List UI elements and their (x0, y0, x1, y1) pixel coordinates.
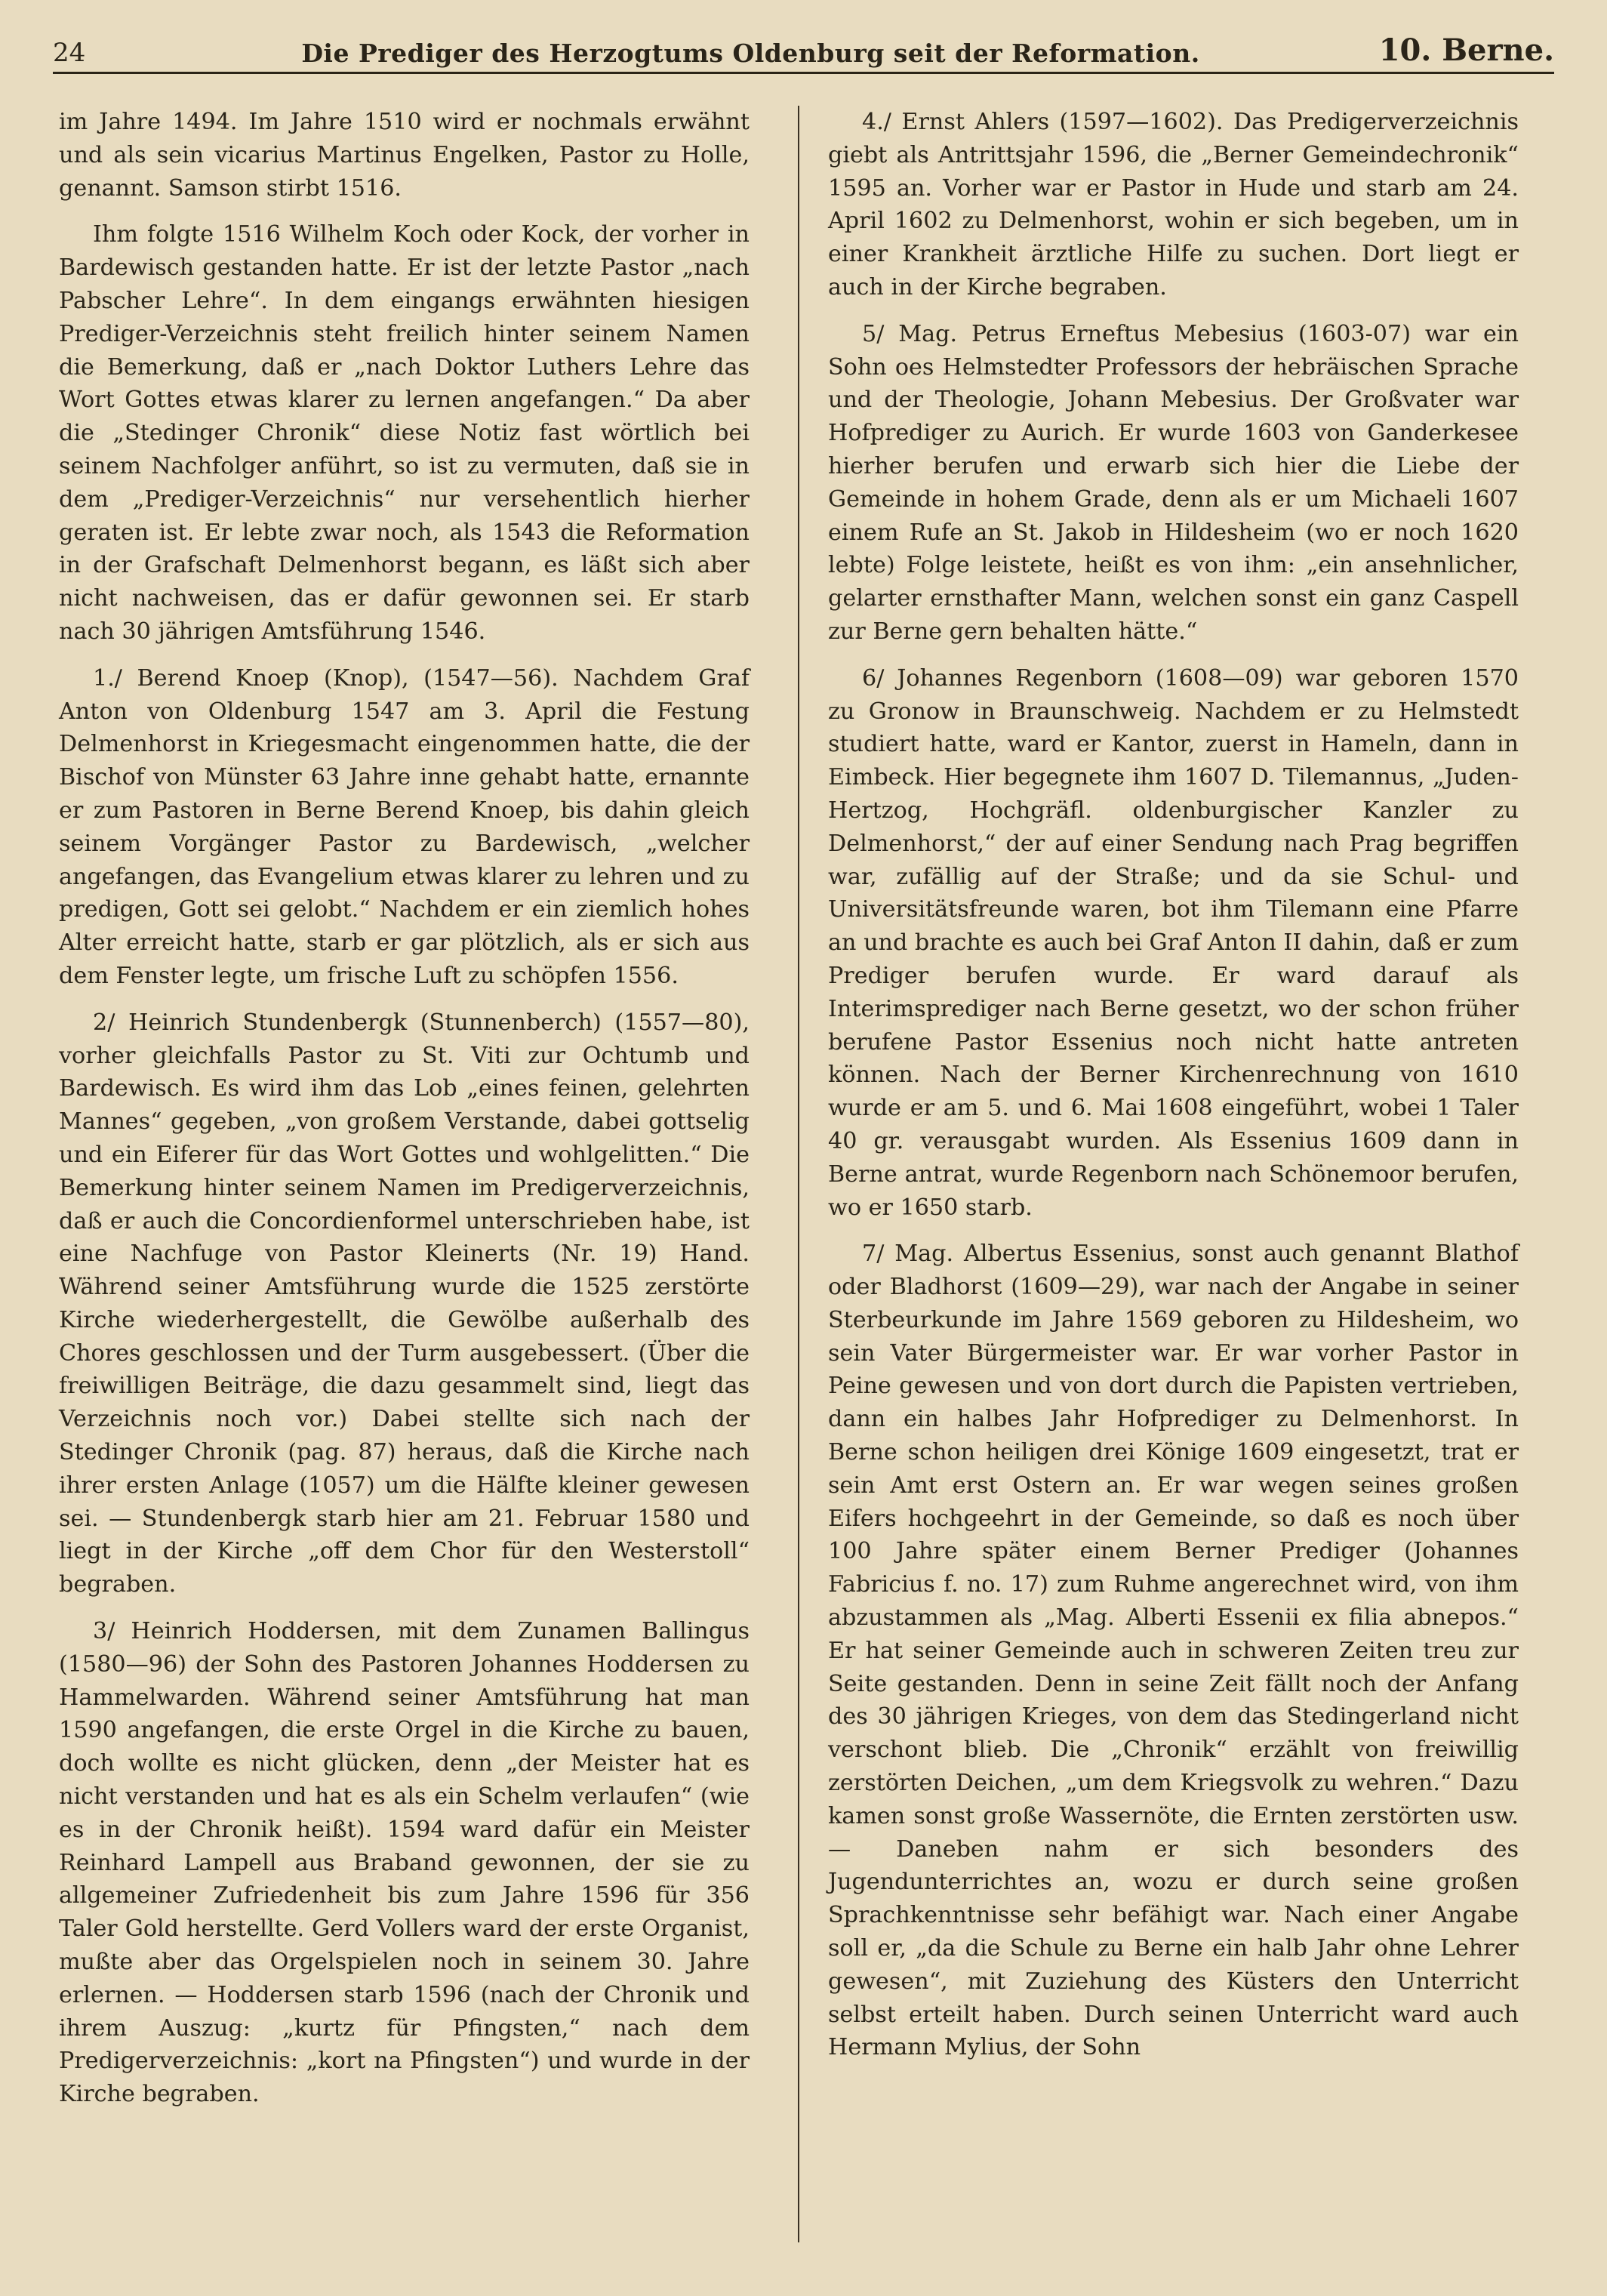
paragraph: 3/ Heinrich Hoddersen, mit dem Zunamen Ballingus (1580—96) der Sohn des Pastoren Johannes Hoddersen zu Hammelwarden. Während seiner Amtsführung hat man 1590 angefangen, die erste Orgel in die Kirche zu bauen, doch wollte es nicht glücken, denn „der Meister hat es nicht verstanden und hat es als ein Schelm verlaufen“ (wie es in der Chronik heißt). 1594 ward dafür ein Meister Reinhard Lampell aus Braband gewonnen, der sie zu allgemeiner Zufriedenheit bis zum Jahre 1596 für 356 Taler Gold herstellte. Gerd Vollers ward der erste Organist, mußte aber das Orgelspielen noch in seinem 30. Jahre erlernen. — Hoddersen starb 1596 (nach der Chronik und ihrem Auszug: „kurtz für Pfingsten,“ nach dem Predigerverzeichnis: „kort na Pfingsten“) und wurde in der Kirche begraben. (59, 1618, 750, 2108)
paragraph: im Jahre 1494. Im Jahre 1510 wird er nochmals erwähnt und als sein vicarius Martinus Engelken, Pastor zu Holle, genannt. Samson stirbt 1516. (59, 109, 750, 202)
header-rule (53, 72, 1554, 74)
left-column (59, 106, 750, 2125)
column-divider (798, 106, 799, 2242)
paragraph: 1./ Berend Knoep (Knop), (1547—56). Nachdem Graf Anton von Oldenburg 1547 am 3. April die Festung Delmenhorst in Kriegesmacht eingenommen hatte, die der Bischof von Münster 63 Jahre inne gehabt hatte, ernannte er zum Pastoren in Berne Berend Knoep, bis dahin gleich seinem Vorgänger Pastor zu Bardewisch, „welcher angefangen, das Evangelium etwas klarer zu lehren und zu predigen, Gott sei gelobt.“ Nachdem er ein ziemlich hohes Alter erreicht hatte, starb er gar plötzlich, als er sich aus dem Fenster legte, um frische Luft zu schöpfen 1556. (59, 664, 750, 989)
paragraph: 2/ Heinrich Stundenbergk (Stunnenberch) (1557—80), vorher gleichfalls Pastor zu St. Viti zur Ochtumb und Bardewisch. Es wird ihm das Lob „eines feinen, gelehrten Mannes“ gegeben, „von großem Verstande, dabei gottselig und ein Eiferer für das Wort Gottes und wohlgelitten.“ Die Bemerkung hinter seinem Namen im Predigerverzeichnis, daß er auch die Concordienformel unterschrieben habe, ist eine Nachfuge von Pastor Kleinerts (Nr. 19) Hand. Während seiner Amtsführung wurde die 1525 zerstörte Kirche wiederhergestellt, die Gewölbe außerhalb des Chores geschlossen und der Turm ausgebessert. (Über die freiwilligen Beiträge, die dazu gesammelt sind, liegt das Verzeichnis noch vor.) Dabei stellte sich nach der Stedinger Chronik (pag. 87) heraus, daß die Kirche nach ihrer ersten Anlage (1057) um die Hälfte kleiner gewesen sei. — Stundenbergk starb hier am 21. Februar 1580 und liegt in der Kirche „off dem Chor für den Westerstoll“ begraben. (59, 1009, 750, 1598)
running-title: Die Prediger des Herzogtums Oldenburg seit der Reformation. (301, 39, 1200, 68)
right-column (828, 106, 1519, 2078)
paragraph: 7/ Mag. Albertus Essenius, sonst auch genannt Blathof oder Bladhorst (1609—29), war nach der Angabe in seiner Sterbeurkunde im Jahre 1569 geboren zu Hildesheim, wo sein Vater Bürgermeister war. Er war vorher Pastor in Peine gewesen und von dort durch die Papisten vertrieben, dann ein halbes Jahr Hofprediger zu Delmenhorst. In Berne schon heiligen drei Könige 1609 eingesetzt, trat er sein Amt erst Ostern an. Er war wegen seines großen Eifers hochgeehrt in der Gemeinde, so daß es noch über 100 Jahre später einem Berner Prediger (Johannes Fabricius f. no. 17) zum Ruhme angerechnet wird, von ihm abzustammen als „Mag. Alberti Essenii ex filia abnepos.“ Er hat seiner Gemeinde auch in schweren Zeiten treu zur Seite gestanden. Denn in seine Zeit fällt noch der Anfang des 30 jährigen Krieges, von dem das Stedingerland nicht verschont blieb. Die „Chronik“ erzählt von freiwillig zerstörten Deichen, „um dem Kriegsvolk zu wehren.“ Dazu kamen sonst große Wassernöte, die Ernten zerstörten usw. — Daneben nahm er sich besonders des Jugendunterrichtes an, wozu er durch seine großen Sprachkenntnisse sehr befähigt war. Nach einer Angabe soll er, „da die Schule zu Berne ein halb Jahr ohne Lehrer gewesen“, mit Zuziehung des Küsters den Unterricht selbst erteilt haben. Durch seinen Unterricht ward auch Hermann Mylius, der Sohn (828, 1240, 1519, 2061)
paragraph: Ihm folgte 1516 Wilhelm Koch oder Kock, der vorher in Bardewisch gestanden hatte. Er ist der letzte Pastor „nach Pabscher Lehre“. In dem eingangs erwähnten hiesigen Prediger-Verzeichnis steht freilich hinter seinem Namen die Bemerkung, daß er „nach Doktor Luthers Lehre das Wort Gottes etwas klarer zu lernen angefangen.“ Da aber die „Stedinger Chronik“ diese Notiz fast wörtlich bei seinem Nachfolger anführt, so ist zu vermuten, daß sie in dem „Prediger-Verzeichnis“ nur versehentlich hierher geraten ist. Er lebte zwar noch, als 1543 die Reformation in der Grafschaft Delmenhorst begann, es läßt sich aber nicht nachweisen, das er dafür gewonnen sei. Er starb nach 30 jährigen Amtsführung 1546. (59, 221, 750, 645)
running-header (53, 15, 1554, 68)
paragraph: 6/ Johannes Regenborn (1608—09) war geboren 1570 zu Gronow in Braunschweig. Nachdem er zu Helmstedt studiert hatte, ward er Kantor, zuerst in Hameln, dann in Eimbeck. Hier begegnete ihm 1607 D. Tilemannus, „Juden-Hertzog, Hochgräfl. oldenburgischer Kanzler zu Delmenhorst,“ der auf einer Sendung nach Prag begriffen war, zufällig auf der Straße; und da sie Schul- und Universitätsfreunde waren, bot ihm Tilemann eine Pfarre an und brachte es auch bei Graf Anton II dahin, daß er zum Prediger berufen wurde. Er ward darauf als Interimsprediger nach Berne gesetzt, wo der schon früher berufene Pastor Essenius noch nicht hatte antreten können. Nach der Berner Kirchenrechnung von 1610 wurde er am 5. und 6. Mai 1608 eingeführt, wobei 1 Taler 40 gr. verausgabt wurden. Als Essenius 1609 dann in Berne antrat, wurde Regenborn nach Schönemoor berufen, wo er 1650 starb. (828, 664, 1519, 1221)
section-heading: 10. Berne. (1378, 32, 1554, 68)
paragraph: 5/ Mag. Petrus Erneftus Mebesius (1603-07) war ein Sohn oes Helmstedter Professors der hebräischen Sprache und der Theologie, Johann Mebesius. Der Großvater war Hofprediger zu Aurich. Er wurde 1603 von Ganderkesee hierher berufen und erwarb sich hier die Liebe der Gemeinde in hohem Grade, denn als er um Michaeli 1607 einem Rufe an St. Jakob in Hildesheim (wo er noch 1620 lebte) Folge leistete, heißt es von ihm: „ein ansehnlicher, gelarter ernsthafter Mann, welchen sonst ein ganz Caspell zur Berne gern behalten hätte.“ (828, 320, 1519, 645)
page-number: 24 (53, 38, 86, 68)
paragraph: 4./ Ernst Ahlers (1597—1602). Das Predigerverzeichnis giebt als Antrittsjahr 1596, die „Berner Gemeindechronik“ 1595 an. Vorher war er Pastor in Hude und starb am 24. April 1602 zu Delmenhorst, wohin er sich begeben, um in einer Krankheit ärztliche Hilfe zu suchen. Dort liegt er auch in der Kirche begraben. (828, 109, 1519, 300)
